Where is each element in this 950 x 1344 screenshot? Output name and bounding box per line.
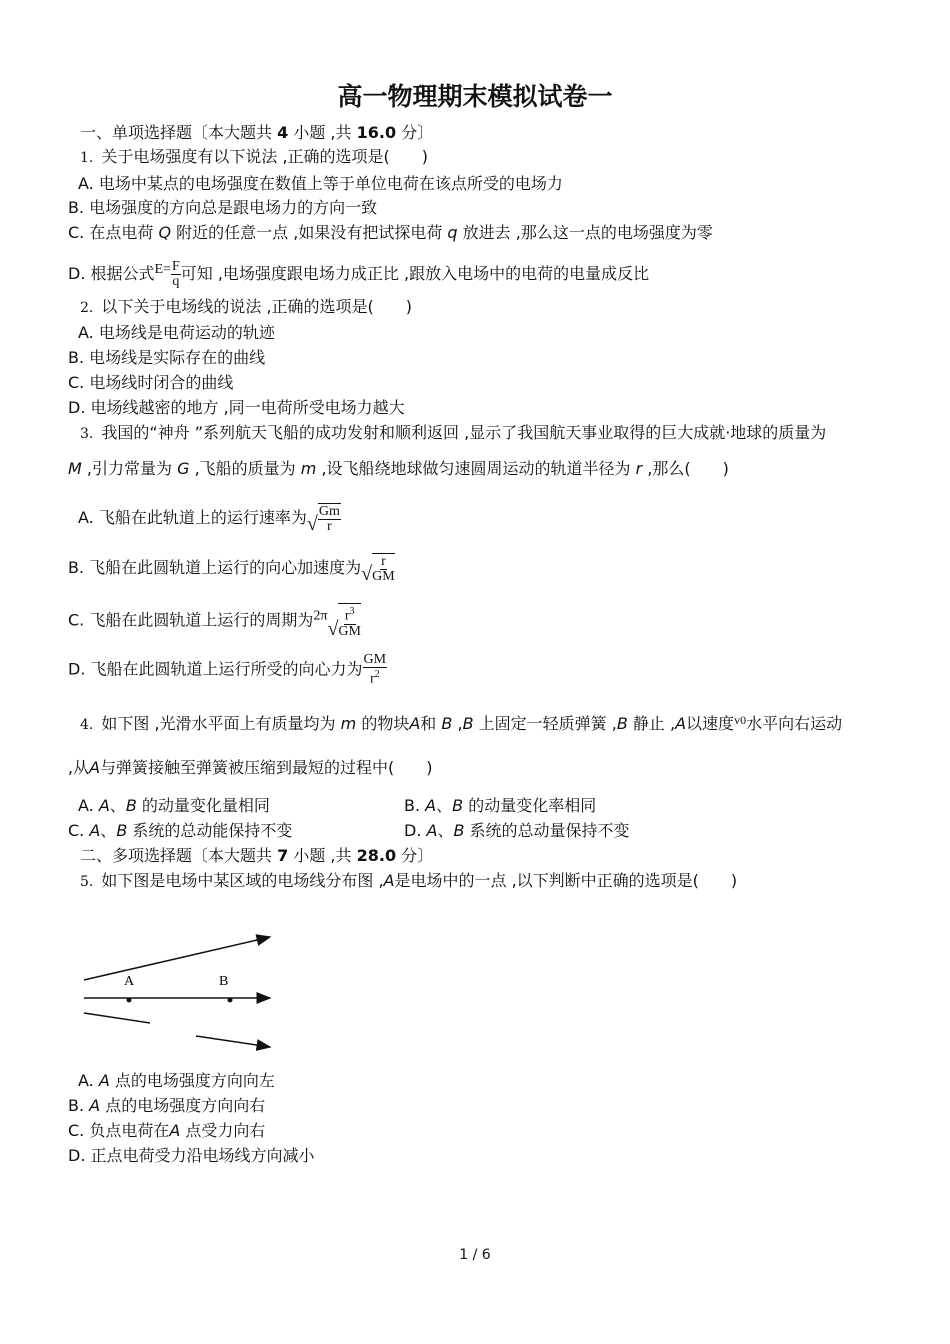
text: A — [383, 871, 395, 890]
text: A — [89, 821, 101, 840]
text: A. 飞船在此轨道上的运行速率为 — [78, 508, 307, 527]
q1-option-a: A. 电场中某点的电场强度在数值上等于单位电荷在该点所受的电场力 — [78, 174, 563, 193]
text: ,飞船的质量为 — [189, 459, 296, 478]
text: F — [171, 259, 180, 274]
q2-option-d: D. 电场线越密的地方 ,同一电荷所受电场力越大 — [68, 398, 405, 417]
text: GM — [363, 652, 387, 667]
text: 系统的总动能保持不变 — [132, 821, 293, 840]
text: C. — [68, 821, 90, 840]
question-2 — [80, 297, 412, 318]
text: 2π — [313, 608, 328, 624]
question-3-continued — [68, 459, 729, 479]
text: 分〕 — [401, 123, 434, 142]
question-number: 5. — [80, 874, 94, 890]
q2-option-c: C. 电场线时闭合的曲线 — [68, 373, 234, 392]
q5-option-b — [68, 1096, 265, 1116]
text: r — [635, 459, 643, 478]
text: B — [116, 821, 128, 840]
text: q — [447, 223, 458, 242]
text: B — [616, 714, 628, 733]
question-4-continued — [68, 758, 433, 778]
text: A — [98, 1071, 110, 1090]
q5-option-c — [68, 1121, 265, 1141]
text: A — [89, 758, 101, 777]
square-root-formula: √ $\frac{Gm}{r}$ — [306, 504, 340, 535]
question-stem: 我国的“神舟 ”系列航天飞船的成功发射和顺利返回 ,显示了我国航天事业取得的巨大成就·地球的质量为 — [101, 423, 827, 442]
text: A — [169, 1121, 181, 1140]
text: m — [300, 459, 317, 478]
text: 16.0 — [356, 123, 397, 142]
text: ,从 — [68, 758, 90, 777]
text: C. 负点电荷在 — [68, 1121, 170, 1140]
text: r — [381, 554, 386, 569]
field-line-bottom-segment — [84, 1013, 150, 1023]
point-b — [228, 998, 233, 1003]
text: ,设飞船绕地球做匀速圆周运动的轨道半径为 — [316, 459, 631, 478]
text: 与弹簧接触至弹簧被压缩到最短的过程中( ) — [100, 758, 433, 777]
text: 3 — [349, 606, 355, 617]
text: A — [426, 821, 438, 840]
page-number: 1 / 6 — [459, 1247, 491, 1263]
q2-option-b: B. 电场线是实际存在的曲线 — [68, 348, 266, 367]
q5-option-d: D. 正点电荷受力沿电场线方向减小 — [68, 1146, 315, 1165]
text: D. — [404, 821, 427, 840]
text: ,引力常量为 — [81, 459, 172, 478]
q1-option-c — [68, 223, 713, 243]
q4-option-a — [78, 796, 270, 816]
q4-option-b — [404, 796, 596, 816]
text: A — [98, 796, 110, 815]
square-root-formula: √ $\frac{r^3}{GM}$ — [327, 603, 361, 639]
text: B. 飞船在此圆轨道上运行的向心加速度为 — [68, 558, 362, 577]
q3-option-b — [68, 553, 395, 584]
text: 如下图 ,光滑水平面上有质量均为 — [101, 714, 336, 733]
text: , — [452, 714, 463, 733]
question-number: 2. — [80, 300, 94, 316]
velocity-symbol — [734, 713, 746, 727]
text: GM — [372, 569, 395, 584]
page-title: 高一物理期末模拟试卷一 — [337, 82, 613, 111]
text: B. — [68, 1096, 90, 1115]
text: 和 — [420, 714, 437, 733]
text: Q — [158, 223, 172, 242]
text: 放进去 ,那么这一点的电场强度为零 — [462, 223, 713, 242]
field-line-bottom-arrow — [196, 1036, 270, 1047]
text: 一、单项选择题〔本大题共 — [80, 123, 273, 142]
formula: E= — [154, 262, 171, 277]
section-2-heading — [80, 846, 433, 866]
text: 小题 ,共 — [293, 846, 352, 865]
field-line-top — [84, 937, 270, 980]
text: r — [326, 519, 332, 534]
text: 上固定一轻质弹簧 , — [478, 714, 617, 733]
q4-option-d — [404, 821, 630, 841]
formula-fraction — [363, 653, 388, 687]
text: 的动量变化率相同 — [468, 796, 597, 815]
formula-fraction — [171, 260, 181, 289]
text: B — [441, 714, 453, 733]
point-a — [127, 998, 132, 1003]
text: 分〕 — [401, 846, 434, 865]
text: A — [409, 714, 421, 733]
q3-option-a — [78, 503, 341, 534]
text: G — [177, 459, 190, 478]
text: 7 — [277, 846, 289, 865]
text: 点受力向右 — [185, 1121, 266, 1140]
text: q — [172, 274, 180, 289]
text: 2 — [374, 669, 380, 680]
text: 的动量变化量相同 — [141, 796, 270, 815]
text: 系统的总动量保持不变 — [469, 821, 630, 840]
text: 、 — [109, 796, 126, 815]
text: C. 在点电荷 — [68, 223, 154, 242]
square-root-formula: √ $\frac{r}{GM}$ — [361, 554, 395, 585]
text: B — [462, 714, 474, 733]
text: A — [425, 796, 437, 815]
question-3 — [80, 423, 826, 444]
text: B — [453, 821, 465, 840]
text: 小题 ,共 — [293, 123, 352, 142]
text: 、 — [436, 796, 453, 815]
text: A — [675, 714, 687, 733]
q4-option-c — [68, 821, 292, 841]
text: A. — [78, 796, 99, 815]
question-5 — [80, 871, 737, 892]
q5-option-a — [78, 1071, 275, 1091]
text: M — [68, 459, 82, 478]
text: 二、多项选择题〔本大题共 — [80, 846, 273, 865]
text: 、 — [100, 821, 117, 840]
electric-field-lines-figure — [78, 925, 278, 1055]
text: A — [89, 1096, 101, 1115]
q1-option-d — [68, 260, 649, 289]
text: GM — [338, 623, 361, 639]
text: 点的电场强度方向向右 — [105, 1096, 266, 1115]
text: 点的电场强度方向向左 — [114, 1071, 275, 1090]
question-stem: 以下关于电场线的说法 ,正确的选项是( ) — [101, 297, 413, 316]
text: r — [344, 608, 350, 624]
question-number: 4. — [80, 717, 94, 733]
question-stem: 关于电场强度有以下说法 ,正确的选项是( ) — [101, 147, 429, 166]
text: D. 飞船在此圆轨道上运行所受的向心力为 — [68, 659, 363, 679]
text: B. — [404, 796, 426, 815]
text: 如下图是电场中某区域的电场线分布图 , — [101, 871, 384, 890]
q3-option-d — [68, 653, 387, 687]
text: 附近的任意一点 ,如果没有把试探电荷 — [176, 223, 443, 242]
section-1-heading — [80, 123, 433, 143]
q3-option-c — [68, 603, 361, 639]
text: 是电场中的一点 ,以下判断中正确的选项是( ) — [394, 871, 738, 890]
label-a: A — [124, 974, 135, 989]
text: D. 根据公式 — [68, 264, 155, 283]
text: 、 — [437, 821, 454, 840]
label-b: B — [219, 974, 229, 989]
text: Gm — [318, 504, 340, 519]
text: m — [340, 714, 357, 733]
text: B — [452, 796, 464, 815]
text: C. 飞船在此圆轨道上运行的周期为 — [68, 610, 314, 630]
question-1 — [80, 147, 428, 168]
text: 水平向右运动 — [746, 714, 843, 733]
text: 0 — [740, 713, 747, 727]
question-number: 1. — [80, 150, 94, 166]
text: ,那么( ) — [642, 459, 729, 478]
text: 可知 ,电场强度跟电场力成正比 ,跟放入电场中的电荷的电量成反比 — [180, 264, 650, 283]
text: 4 — [277, 123, 289, 142]
text: v — [734, 713, 741, 727]
text: 以速度 — [686, 714, 735, 733]
q2-option-a: A. 电场线是电荷运动的轨迹 — [78, 323, 275, 342]
text: r — [369, 671, 375, 687]
q1-option-b: B. 电场强度的方向总是跟电场力的方向一致 — [68, 198, 378, 217]
question-4 — [80, 710, 842, 735]
text: 28.0 — [356, 846, 397, 865]
text: A. — [78, 1071, 99, 1090]
question-number: 3. — [80, 426, 94, 442]
text: 的物块 — [361, 714, 410, 733]
text: B — [125, 796, 137, 815]
text: 静止 , — [632, 714, 676, 733]
